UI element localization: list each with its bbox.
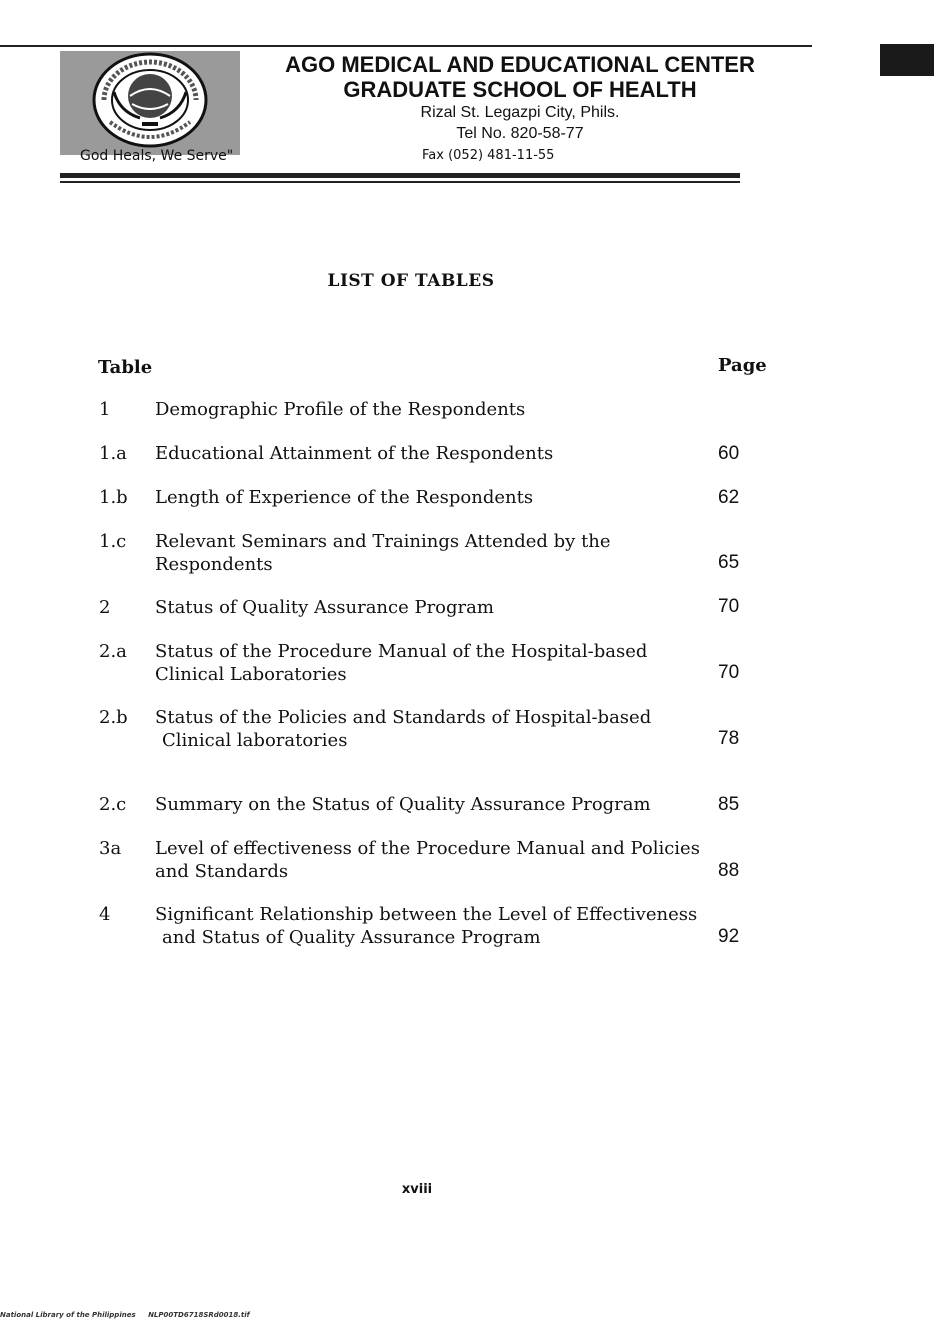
table-number: 2.b: [99, 707, 128, 728]
column-header-page: Page: [718, 355, 767, 376]
page-number-ref: 62: [718, 487, 740, 508]
fax: Fax (052) 481-11-55: [422, 148, 555, 163]
page-title: LIST OF TABLES: [327, 271, 495, 291]
table-number: 1: [99, 399, 111, 420]
table-title: Educational Attainment of the Respondents: [155, 443, 554, 464]
table-title: Status of the Policies and Standards of Hospital-based Clinical laboratories: [155, 707, 652, 751]
table-title: Status of Quality Assurance Program: [155, 597, 494, 618]
header-rule-thick: [60, 173, 740, 178]
table-title: Level of effectiveness of the Procedure Manual and Policies and Standards: [155, 838, 700, 882]
page-number-ref: 92: [718, 926, 740, 947]
page-number-ref: 85: [718, 794, 740, 815]
table-number: 1.a: [99, 443, 127, 464]
address: Rizal St. Legazpi City, Phils.: [420, 104, 620, 121]
table-number: 2.c: [99, 794, 127, 815]
footer-library: National Library of the Philippines: [0, 1311, 136, 1319]
footer-filename: NLP00TD6718SRd0018.tif: [148, 1311, 250, 1319]
page-number-ref: 70: [718, 662, 740, 683]
table-number: 1.c: [99, 531, 127, 552]
table-number: 4: [99, 904, 111, 925]
table-title: Demographic Profile of the Respondents: [155, 399, 526, 420]
top-rule: [0, 45, 812, 47]
table-title: Status of the Procedure Manual of the Hospital-based Clinical Laboratories: [155, 641, 648, 685]
header-rule-thin: [60, 181, 740, 183]
table-title: Relevant Seminars and Trainings Attended by the Respondents: [155, 531, 611, 575]
table-number: 2.a: [99, 641, 127, 662]
org-name: AGO MEDICAL AND EDUCATIONAL CENTER: [285, 52, 755, 77]
page-number-ref: 60: [718, 443, 740, 464]
table-title: Significant Relationship between the Level of Effectiveness and Status of Quality Assurance Program: [155, 904, 698, 948]
page-number-ref: 78: [718, 728, 740, 749]
page-number-ref: 65: [718, 552, 740, 573]
scan-edge-mark: [880, 44, 934, 76]
page-number-ref: 70: [718, 596, 740, 617]
table-title: Length of Experience of the Respondents: [155, 487, 534, 508]
scan-footer: [0, 1311, 260, 1319]
school-name: GRADUATE SCHOOL OF HEALTH: [343, 77, 697, 102]
page-number-ref: 88: [718, 860, 740, 881]
column-header-table: Table: [98, 357, 153, 378]
table-title: Summary on the Status of Quality Assurance Program: [155, 794, 651, 815]
table-number: 1.b: [99, 487, 128, 508]
page-number: xviii: [401, 1182, 433, 1197]
motto: God Heals, We Serve": [80, 148, 234, 164]
telephone: Tel No. 820-58-77: [456, 125, 584, 142]
table-number: 3a: [99, 838, 122, 859]
school-seal-logo: [90, 52, 240, 152]
table-number: 2: [99, 597, 111, 618]
